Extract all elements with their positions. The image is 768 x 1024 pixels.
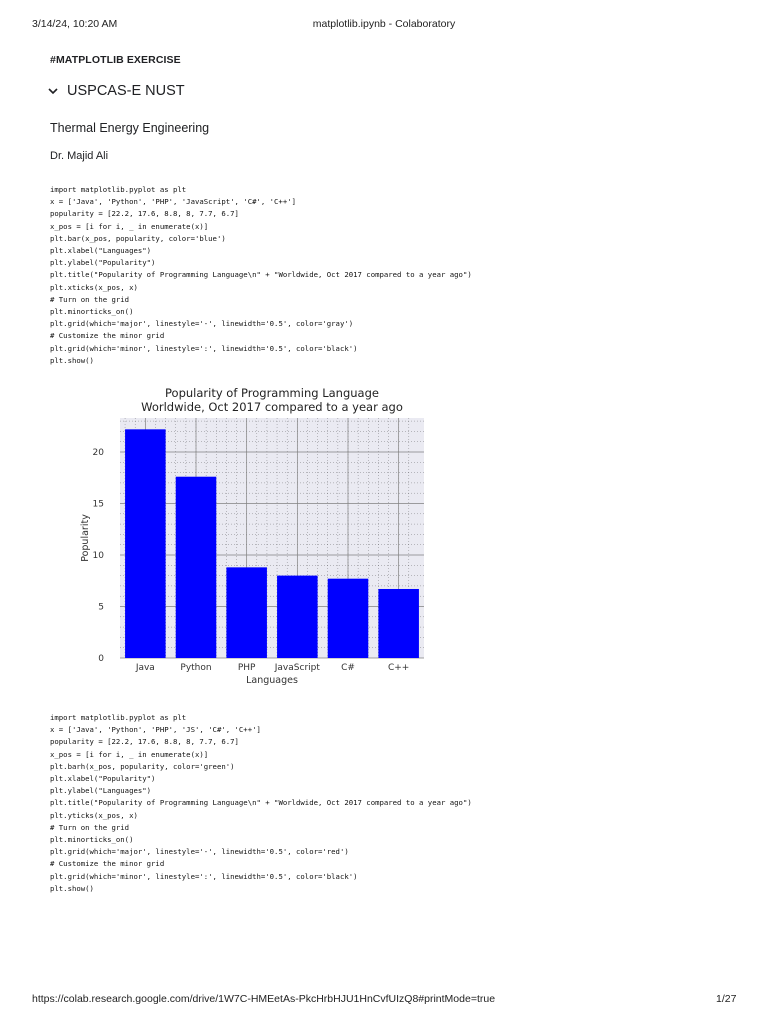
y-tick-label: 5: [98, 602, 104, 613]
bar: [277, 576, 318, 658]
x-tick-label: C++: [387, 663, 410, 673]
chart-subtitle: Worldwide, Oct 2017 compared to a year ago: [141, 400, 403, 414]
x-tick-label: JavaScript: [274, 663, 320, 673]
bar: [328, 579, 369, 658]
y-axis-label: Popularity: [80, 514, 91, 562]
x-axis-label: Languages: [246, 675, 298, 686]
x-tick-label: PHP: [237, 663, 256, 673]
section-title: USPCAS-E NUST: [67, 83, 185, 99]
code-cell-1[interactable]: import matplotlib.pyplot as plt x = ['Java', 'Python', 'PHP', 'JavaScript', 'C#', 'C++'] popularity = [22.2, 17.6, 8.8, 8, 7.7, 6.7] x_pos = [i for i, _ in enumerate(x)] plt.bar(x_pos, popularity, color='blue') plt.xlabel("Languages") plt.ylabel("Popularity") plt.title("Popularity of Programming Language\n" + "Worldwide, Oct 2017 compared to a year ago") plt.xticks(x_pos, x) # Turn on the grid plt.minorticks_on() plt.grid(which='major', linestyle='-', linewidth='0.5', color='gray') # Customize the minor grid plt.grid(which='minor', linestyle=':', linewidth='0.5', color='black') plt.show(): [50, 185, 472, 365]
bar: [125, 429, 166, 658]
bar-chart: [76, 380, 436, 690]
y-tick-label: 20: [92, 447, 104, 458]
code-cell-2[interactable]: import matplotlib.pyplot as plt x = ['Java', 'Python', 'PHP', 'JS', 'C#', 'C++'] popularity = [22.2, 17.6, 8.8, 8, 7.7, 6.7] x_pos = [i for i, _ in enumerate(x)] plt.barh(x_pos, popularity, color='green') plt.xlabel("Popularity") plt.ylabel("Languages") plt.title("Popularity of Programming Language\n" + "Worldwide, Oct 2017 compared to a year ago") plt.yticks(x_pos, x) # Turn on the grid plt.minorticks_on() plt.grid(which='major', linestyle='-', linewidth='0.5', color='red') # Customize the minor grid plt.grid(which='minor', linestyle=':', linewidth='0.5', color='black') plt.show(): [50, 713, 472, 893]
y-tick-label: 0: [98, 654, 104, 664]
print-url: https://colab.research.google.com/drive/1W7C-HMEetAs-PkcHrbHJU1HnCvfUIzQ8#printMode=true: [32, 993, 496, 1005]
bar: [226, 567, 267, 658]
print-datetime: 3/14/24, 10:20 AM: [32, 18, 118, 30]
bar: [378, 589, 419, 658]
markdown-heading: #MATPLOTLIB EXERCISE: [50, 54, 181, 66]
x-tick-label: Python: [180, 663, 212, 673]
section-header[interactable]: [46, 83, 185, 99]
y-tick-label: 15: [92, 499, 104, 510]
chart-title: Popularity of Programming Language: [165, 386, 379, 400]
x-tick-label: Java: [135, 663, 155, 673]
chevron-down-icon[interactable]: [46, 84, 60, 98]
bar: [176, 477, 217, 658]
author-text: Dr. Majid Ali: [50, 150, 109, 162]
print-doc-title: matplotlib.ipynb - Colaboratory: [312, 18, 456, 30]
department-text: Thermal Energy Engineering: [50, 121, 210, 135]
page-number: 1/27: [716, 993, 737, 1005]
x-tick-label: C#: [341, 663, 355, 673]
y-tick-label: 10: [92, 550, 104, 561]
